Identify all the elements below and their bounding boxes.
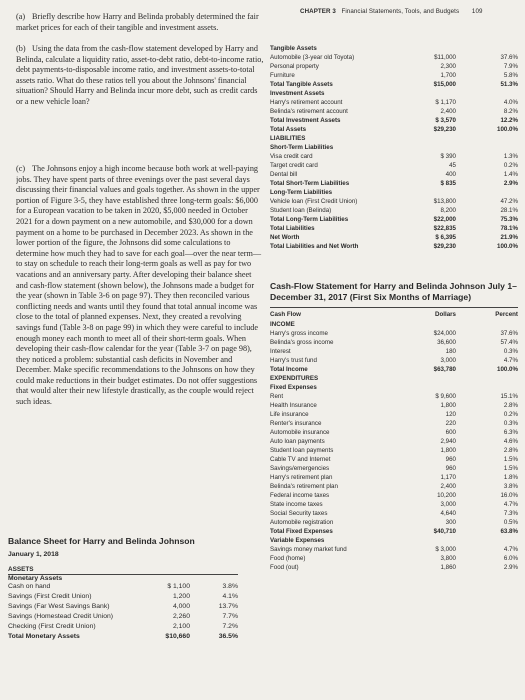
row-percent: 75.3% [500,216,518,223]
row-label: Total Assets [270,126,307,133]
row-amount: 220 [445,420,456,427]
table-row [8,622,238,632]
row-label: Food (home) [270,555,306,562]
table-row [270,545,518,554]
row-label: Total Liabilities and Net Worth [270,243,359,250]
row-label: Auto loan payments [270,438,325,445]
row-amount: 2,100 [172,623,190,630]
row-label: Target credit card [270,162,318,169]
question-c: (c) The Johnsons enjoy a high income because both work at well-paying jobs. They have spent parts of three evenings over the past several days discussing their financial values and goals together. As shown in the upper portion of Figure 3-5, they have established three long-term goals: $6,000 for a European vacation to be taken in 2020, $5,000 needed in October 2021 for a down payment on a new automobile, and $30,000 for a down payment on a home to be purchased in December 2023. As shown in the lower portion of the figure, the Johnsons did some calculations to determine how much they had to save for each goal—over the near term—to stay on schedule to reach their long-term goals as well as pay for two vacations and an anniversary party. After developing their balance sheet and cash-flow statement (shown below), the Johnsons made a budget for the year (shown in Table 3-6 on page 97). They then reconciled various conflicting needs and wants until they found that total annual income was close to the total of planned expenses. Next, they created a revolving savings fund (Table 3-8 on page 99) in which they were careful to include enough money each month to meet all of their short-term goals. When developing their cash-flow calendar for the year (Table 3-7 on page 98), they noticed a problem: substantial cash deficits in November and December. Make specific recommendations to the Johnsons on how they could make reductions in their budget estimates. Do not offer suggestions that would alter their new lifestyle drastically, as the couple would reject such ideas. [16,164,262,407]
row-amount: 2,400 [440,108,456,115]
row-percent: 57.4% [500,339,518,346]
row-amount: $29,230 [433,126,456,133]
table-row [270,62,518,71]
row-amount: $29,230 [433,243,456,250]
row-percent: 28.1% [500,207,518,214]
table-row [270,365,518,374]
row-percent: 4.7% [503,546,518,553]
balance-sheet-title: Balance Sheet for Harry and Belinda Johnson [8,536,195,546]
row-label: Savings (Homestead Credit Union) [8,613,114,620]
section-heading: Variable Expenses [270,537,325,544]
table-row [270,527,518,536]
balance-sheet-body [8,582,238,642]
row-percent: 4.7% [503,357,518,364]
table-row [270,392,518,401]
row-amount: 300 [445,519,456,526]
row-percent: 7.3% [503,510,518,517]
table-row [270,563,518,572]
row-amount: 1,800 [440,402,456,409]
row-percent: 4.0% [503,99,518,106]
table-row [270,455,518,464]
row-percent: 4.6% [503,438,518,445]
row-amount: 4,640 [440,510,456,517]
row-percent: 2.8% [503,402,518,409]
row-amount: $ 9,600 [435,393,456,400]
balance-sheet-continued [270,44,518,251]
row-amount: 400 [445,171,456,178]
row-percent: 6.3% [503,429,518,436]
row-percent: 78.1% [500,225,518,232]
table-row [270,338,518,347]
table-row [8,582,238,592]
row-amount: 3,000 [440,501,456,508]
row-percent: 5.8% [503,72,518,79]
table-row [270,179,518,188]
row-label: Furniture [270,72,295,79]
row-amount: 960 [445,456,456,463]
row-label: Belinda's retirement plan [270,483,338,490]
row-amount: 2,260 [172,613,190,620]
row-percent: 1.5% [503,456,518,463]
page-number: 109 [471,8,483,15]
row-amount: $ 6,395 [435,234,456,241]
row-percent: 100.0% [497,243,518,250]
cashflow-body [270,320,518,572]
row-percent: 100.0% [497,126,518,133]
section-heading: EXPENDITURES [270,375,319,382]
cashflow-title: Cash-Flow Statement for Harry and Belinda Johnson July 1–December 31, 2017 (First Six Months of Marriage) [270,281,517,302]
table-row [270,554,518,563]
row-amount: 36,600 [437,339,456,346]
row-percent: 4.1% [222,593,238,600]
row-label: Belinda's retirement account [270,108,348,115]
table-row [270,509,518,518]
row-percent: 3.8% [222,583,238,590]
row-label: Federal income taxes [270,492,330,499]
table-row [270,224,518,233]
row-amount: 1,800 [440,447,456,454]
table-row [270,107,518,116]
chapter-title: Financial Statements, Tools, and Budgets [341,8,460,15]
cashflow-col-percent: Percent [495,311,518,318]
row-percent: 0.5% [503,519,518,526]
row-percent: 7.9% [503,63,518,70]
row-label: Savings/emergencies [270,465,330,472]
table-row [8,602,238,612]
table-row [270,170,518,179]
row-amount: 1,860 [440,564,456,571]
row-amount: $ 835 [440,180,456,187]
row-percent: 0.2% [503,162,518,169]
monetary-assets-heading: Monetary Assets [8,575,63,582]
row-label: Checking (First Credit Union) [8,623,96,630]
row-amount: $15,000 [433,81,456,88]
row-label: Net Worth [270,234,300,241]
row-percent: 21.9% [500,234,518,241]
question-a-text: Briefly describe how Harry and Belinda probably determined the fair market prices for each of their tangible and investment assets. [16,12,259,32]
row-amount: 2,940 [440,438,456,445]
row-label: Savings money market fund [270,546,347,553]
row-amount: 4,000 [172,603,190,610]
table-row [270,215,518,224]
row-amount: $13,800 [433,198,456,205]
table-row [270,80,518,89]
table-row [270,152,518,161]
row-label: Savings (First Credit Union) [8,593,92,600]
row-amount: 1,700 [440,72,456,79]
row-label: Total Investment Assets [270,117,341,124]
table-row [270,473,518,482]
row-percent: 3.8% [503,483,518,490]
row-amount: $22,835 [433,225,456,232]
row-percent: 0.2% [503,411,518,418]
table-row [270,197,518,206]
section-heading: INCOME [270,321,295,328]
section-heading: Tangible Assets [270,45,317,52]
row-percent: 0.3% [503,348,518,355]
row-label: Personal property [270,63,319,70]
row-label: Savings (Far West Savings Bank) [8,603,110,610]
row-label: Vehicle loan (First Credit Union) [270,198,358,205]
question-a: (a) Briefly describe how Harry and Belinda probably determined the fair market prices for each of their tangible and investment assets. [16,12,259,32]
table-row [270,518,518,527]
question-c-text: The Johnsons enjoy a high income because both work at well-paying jobs. They have spent parts of three evenings over the past several days discussing their financial values and goals together. As shown in the upper portion of Figure 3-5, they have established three long-term goals: $6,000 for a European vacation to be taken in 2020, $5,000 needed in October 2021 for a down payment on a new automobile, and $30,000 for a down payment on a home to be purchased in December 2023. As shown in the lower portion of the figure, the Johnsons did some calculations to determine how much they had to save for each goal—over the near term—to stay on schedule to reach their long-term goals as well as pay for two vacations and an anniversary party. After developing their balance sheet and cash-flow statement (shown below), the Johnsons made a budget for the year (shown in Table 3-6 on page 97). They then reconciled various conflicting needs and wants until they found that total annual income was close to the total of planned expenses. Next, they created a revolving savings fund (Table 3-8 on page 99) in which they were careful to include enough money each month to meet all of their short-term goals. When developing their cash-flow calendar for the year (Table 3-7 on page 98), they noticed a problem: substantial cash deficits in November and December. Make specific recommendations to the Johnsons on how they could make reductions in their budget estimates. Do not offer suggestions that would alter their new lifestyle drastically, as the couple would reject such ideas. [16,164,262,407]
table-row [270,347,518,356]
row-label: Interest [270,348,291,355]
table-row [270,491,518,500]
table-row [8,632,238,642]
row-amount: $22,000 [433,216,456,223]
row-amount: $40,710 [433,528,456,535]
row-amount: 10,200 [437,492,456,499]
row-label: Total Tangible Assets [270,81,333,88]
row-amount: 8,200 [440,207,456,214]
row-percent: 1.4% [503,171,518,178]
row-label: Automobile registration [270,519,334,526]
row-percent: 2.9% [503,180,518,187]
row-percent: 2.9% [503,564,518,571]
row-amount: $ 1,170 [435,99,456,106]
table-row [270,116,518,125]
row-amount: 2,300 [440,63,456,70]
row-amount: 1,200 [172,593,190,600]
question-b: (b) Using the data from the cash-flow statement developed by Harry and Belinda, calculate a liquidity ratio, asset-to-debt ratio, debt-to-income ratio, debt payments-to-disposable income ratio, and investment assets-to-total assets ratio. What do these ratios tell you about the Johnsons' financial situation? Should Harry and Belinda incur more debt, such as credit cards or a new vehicle loan? [16,44,264,106]
row-label: Total Long-Term Liabilities [270,216,349,223]
row-amount: $ 390 [440,153,456,160]
table-row [8,592,238,602]
balance-sheet [8,536,238,642]
row-amount: $24,000 [433,330,456,337]
cashflow-statement [270,281,518,572]
row-label: Social Security taxes [270,510,328,517]
row-percent: 16.0% [500,492,518,499]
row-label: Student loan (Belinda) [270,207,332,214]
row-percent: 100.0% [497,366,518,373]
row-percent: 1.5% [503,465,518,472]
row-amount: $63,780 [433,366,456,373]
cashflow-column-headers [270,307,518,320]
balance-sheet-date: January 1, 2018 [8,551,59,558]
section-heading: Long-Term Liabilities [270,189,333,196]
row-percent: 47.2% [500,198,518,205]
cashflow-col-amount: Dollars [435,311,456,318]
row-label: Total Income [270,366,308,373]
table-row [270,53,518,62]
chapter-label: CHAPTER 3 [300,8,336,15]
row-percent: 37.6% [500,330,518,337]
table-row [8,612,238,622]
row-amount: 120 [445,411,456,418]
row-percent: 13.7% [218,603,238,610]
table-row [270,161,518,170]
table-row [270,419,518,428]
row-percent: 51.3% [500,81,518,88]
row-label: Cash on hand [8,583,51,590]
table-row [270,410,518,419]
row-label: State income taxes [270,501,323,508]
row-label: Harry's retirement account [270,99,343,106]
row-percent: 7.2% [222,623,238,630]
row-label: Renter's insurance [270,420,322,427]
row-percent: 15.1% [500,393,518,400]
row-percent: 1.8% [503,474,518,481]
table-row [270,482,518,491]
row-amount: 960 [445,465,456,472]
table-row [270,242,518,251]
row-amount: 1,170 [440,474,456,481]
row-label: Health Insurance [270,402,317,409]
table-row [270,428,518,437]
cashflow-col-name: Cash Flow [270,311,301,318]
row-label: Student loan payments [270,447,334,454]
row-percent: 2.8% [503,447,518,454]
row-percent: 8.2% [503,108,518,115]
row-label: Visa credit card [270,153,313,160]
row-amount: 45 [449,162,456,169]
section-heading: LIABILITIES [270,135,306,142]
row-label: Total Monetary Assets [8,633,80,640]
question-b-text: Using the data from the cash-flow statement developed by Harry and Belinda, calculate a liquidity ratio, asset-to-debt ratio, debt-to-income ratio, debt payments-to-disposable income ratio, and investment assets-to-total assets ratio. What do these ratios tell you about the Johnsons' financial situation? Should Harry and Belinda incur more debt, such as credit cards or a new vehicle loan? [16,44,264,106]
page-header [300,8,483,15]
row-amount: $ 1,100 [167,583,190,590]
table-row [270,437,518,446]
row-percent: 6.0% [503,555,518,562]
row-label: Automobile insurance [270,429,330,436]
section-heading: Fixed Expenses [270,384,317,391]
table-row [270,464,518,473]
row-label: Harry's gross income [270,330,328,337]
section-heading: Investment Assets [270,90,325,97]
table-row [270,500,518,509]
table-row [270,98,518,107]
row-label: Rent [270,393,284,400]
table-row [270,329,518,338]
assets-heading: ASSETS [8,566,34,573]
table-row [270,401,518,410]
table-row [270,206,518,215]
row-label: Cable TV and Internet [270,456,331,463]
row-label: Total Fixed Expenses [270,528,333,535]
row-amount: $ 3,000 [435,546,456,553]
row-percent: 4.7% [503,501,518,508]
row-percent: 36.5% [218,633,238,640]
row-amount: 180 [445,348,456,355]
row-label: Harry's retirement plan [270,474,333,481]
row-amount: 600 [445,429,456,436]
table-row [270,125,518,134]
row-percent: 37.6% [500,54,518,61]
table-row [270,233,518,242]
row-label: Harry's trust fund [270,357,317,364]
row-amount: 3,000 [440,357,456,364]
row-percent: 1.3% [503,153,518,160]
row-percent: 63.8% [500,528,518,535]
row-amount: $11,000 [434,54,456,61]
row-label: Total Liabilities [270,225,315,232]
row-amount: $ 3,570 [435,117,456,124]
row-label: Dental bill [270,171,298,178]
table-row [270,356,518,365]
row-label: Automobile (3-year old Toyota) [270,54,355,61]
row-amount: 2,400 [440,483,456,490]
row-amount: 3,800 [440,555,456,562]
row-label: Life insurance [270,411,309,418]
section-heading: Short-Term Liabilities [270,144,334,151]
row-percent: 7.7% [222,613,238,620]
row-percent: 12.2% [500,117,518,124]
row-label: Total Short-Term Liabilities [270,180,350,187]
row-label: Food (out) [270,564,299,571]
table-row [270,446,518,455]
row-label: Belinda's gross income [270,339,334,346]
row-amount: $10,660 [165,633,190,640]
row-percent: 0.3% [503,420,518,427]
table-row [270,71,518,80]
